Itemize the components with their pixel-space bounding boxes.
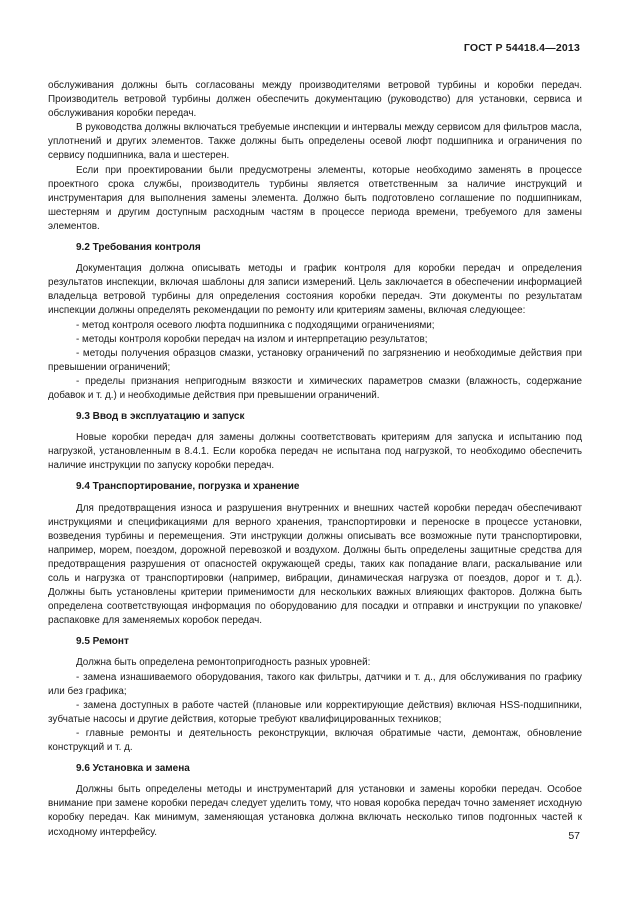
paragraph: В руководства должны включаться требуемые инспекции и интервалы между сервисом для фильтров масла, уплотнений и других элементов. Также должны быть определены осевой люфт подшипника и ограничения по сервису подшипника, вала и шестерен. bbox=[48, 122, 582, 162]
list-item: - замена доступных в работе частей (плановые или корректирующие действия) включая HSS-подшипники, зубчатые насосы и другие действия, которые требуют квалифицированных техников; bbox=[48, 699, 582, 725]
section-heading-9-4: 9.4 Транспортирование, погрузка и хранение bbox=[76, 481, 300, 493]
paragraph: Для предотвращения износа и разрушения внутренних и внешних частей коробки передач обеспечивают инструкциями и спецификациями для верного хранения, транспортировки и переноске в процессе установки, возведения турбины и перемещения. Эти инструкции должны описывать все возможные пути транспортировки, например, морем, поездом, дорожной перевозкой и воздухом. Должны быть определены защитные средства для предотвращения разрушения от опасностей окружающей среды, таких как попадание влаги, раскалывание или соль и нагрузка от транспортировки (например, вибрации, динамическая нагрузка от поездов, дорог и т. д.). Должны быть установлены критерии применимости для нескольких важных влияющих факторов. Должна быть определена соответствующая информация по оборудованию для посадки и отправки и инструкции по упаковке/распаковке для заменяемых коробок передач. bbox=[48, 502, 582, 627]
paragraph: Должна быть определена ремонтопригодность разных уровней: bbox=[76, 657, 371, 669]
paragraph: Новые коробки передач для замены должны соответствовать критериям для запуска и испытанию под нагрузкой, установленным в 8.4.1. Если коробка передач не испытана под нагрузкой, то необходимо обеспечить наличие инструкции по запуску коробки передач. bbox=[48, 432, 582, 472]
standard-designation: ГОСТ Р 54418.4—2013 bbox=[463, 42, 580, 54]
list-item: - методы контроля коробки передач на излом и интерпретацию результатов; bbox=[76, 333, 428, 345]
paragraph: Должны быть определены методы и инструментарий для установки и замены коробки передач. Особое внимание при замене коробки передач следует уделить тому, что новая коробка передач точно заменяет исходную коробку передач. Как минимум, заменяющая установка должна включать несколько типов подгонных частей к исходному интерфейсу. bbox=[48, 784, 582, 838]
section-heading-9-3: 9.3 Ввод в эксплуатацию и запуск bbox=[76, 411, 245, 423]
page-number: 57 bbox=[568, 830, 580, 842]
section-heading-9-5: 9.5 Ремонт bbox=[76, 636, 129, 648]
paragraph: обслуживания должны быть согласованы между производителями ветровой турбины и коробки передач. Производитель ветровой турбины должен обеспечить документацию (руководство) для установки, сервиса и обслуживания коробки передач. bbox=[48, 80, 582, 120]
list-item: - главные ремонты и деятельность реконструкции, включая обратимые части, демонтаж, обновление конструкций и т. д. bbox=[48, 727, 582, 754]
paragraph: Если при проектировании были предусмотрены элементы, которые необходимо заменять в процессе проектного срока службы, производитель турбины является ответственным за наличие инструкций и инструментария для выполнения замены элемента. Должно быть подготовлено соглашение по подшипникам, шестерням и другим доступным расходным частям в процессе периода времени, требуемого для замены элементов. bbox=[48, 164, 582, 232]
paragraph: Документация должна описывать методы и график контроля для коробки передач и определения результатов инспекции, включая шаблоны для записи измерений. Цель заключается в обеспечении информацией владельца ветровой турбины для определения состояния коробки передач. Эти документы по результатам инспекции должны определять рекомендации по ремонту или критериям замены, включая следующее: bbox=[48, 263, 582, 317]
document-body bbox=[48, 79, 582, 840]
list-item: - методы получения образцов смазки, установку ограничений по загрязнению и необходимые действия при превышении ограничений; bbox=[48, 347, 582, 373]
section-heading-9-6: 9.6 Установка и замена bbox=[76, 763, 190, 775]
section-heading-9-2: 9.2 Требования контроля bbox=[76, 242, 201, 254]
list-item: - замена изнашиваемого оборудования, такого как фильтры, датчики и т. д., для обслуживания по графику или без графика; bbox=[48, 671, 582, 697]
list-item: - метод контроля осевого люфта подшипника с подходящими ограничениями; bbox=[76, 319, 435, 331]
list-item: - пределы признания непригодным вязкости и химических параметров смазки (влажность, содержание добавок и т. д.) и необходимые действия при превышении ограничений. bbox=[48, 375, 582, 401]
